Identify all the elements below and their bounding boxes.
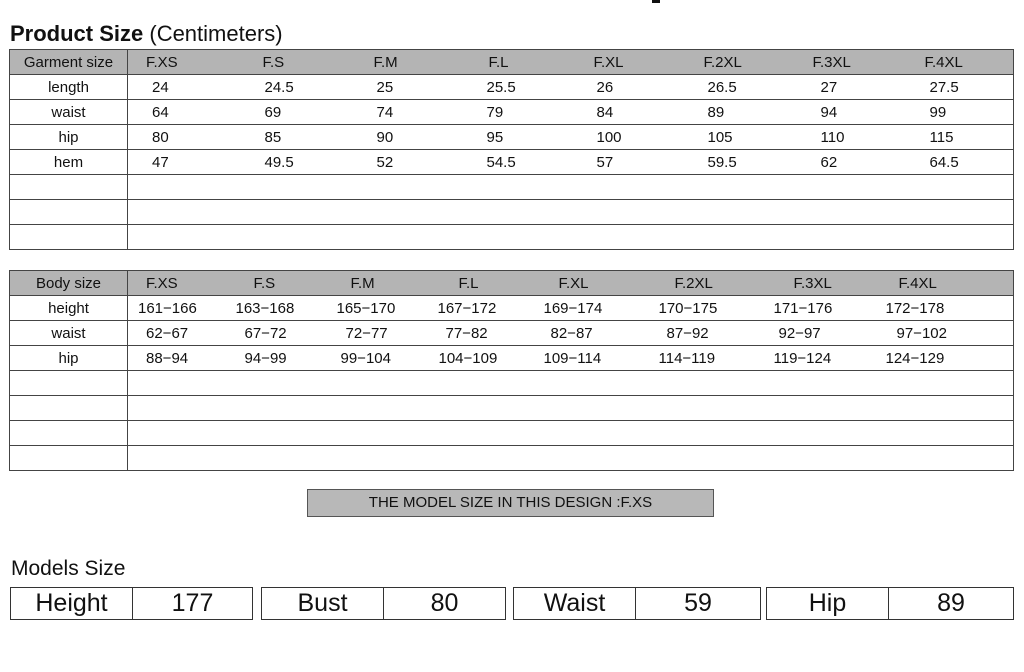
empty-cell <box>10 446 128 471</box>
table-cell: 82−87 <box>528 321 643 346</box>
garment-header-row <box>10 50 1014 75</box>
table-cell: 84 <box>560 100 672 125</box>
row-label: length <box>10 75 128 100</box>
table-cell: 172−178 <box>868 296 1014 321</box>
empty-cell <box>10 225 128 250</box>
empty-cell <box>128 421 1014 446</box>
table-cell: 67−72 <box>227 321 325 346</box>
table-cell: 54.5 <box>450 150 560 175</box>
table-cell: 94 <box>782 100 894 125</box>
table-cell: 170−175 <box>643 296 760 321</box>
table-cell: 74 <box>342 100 450 125</box>
empty-cell <box>10 421 128 446</box>
model-waist-box <box>513 587 761 620</box>
empty-cell <box>128 446 1014 471</box>
model-label: Bust <box>262 588 384 619</box>
table-cell: 88−94 <box>128 346 227 371</box>
table-cell: 87−92 <box>643 321 760 346</box>
table-cell: 64 <box>128 100 233 125</box>
table-cell: 52 <box>342 150 450 175</box>
table-cell: 59.5 <box>672 150 782 175</box>
row-label: waist <box>10 100 128 125</box>
size-header: F.XS <box>128 50 233 75</box>
table-row <box>10 150 1014 175</box>
empty-row <box>10 225 1014 250</box>
table-cell: 115 <box>894 125 1014 150</box>
table-row <box>10 346 1014 371</box>
size-header: F.M <box>342 50 450 75</box>
table-cell: 24 <box>128 75 233 100</box>
row-label: waist <box>10 321 128 346</box>
table-cell: 119−124 <box>760 346 868 371</box>
table-cell: 94−99 <box>227 346 325 371</box>
garment-size-table <box>9 49 1014 250</box>
model-label: Waist <box>514 588 636 619</box>
table-cell: 114−119 <box>643 346 760 371</box>
empty-row <box>10 421 1014 446</box>
model-value: 80 <box>430 589 459 617</box>
garment-size-label: Garment size <box>10 50 128 75</box>
table-cell: 99 <box>894 100 1014 125</box>
body-size-label: Body size <box>10 271 128 296</box>
table-cell: 110 <box>782 125 894 150</box>
size-header: F.S <box>227 271 325 296</box>
table-row <box>10 125 1014 150</box>
size-header: F.2XL <box>672 50 782 75</box>
table-cell: 25 <box>342 75 450 100</box>
table-cell: 57 <box>560 150 672 175</box>
empty-cell <box>128 371 1014 396</box>
row-label: height <box>10 296 128 321</box>
table-cell: 124−129 <box>868 346 1014 371</box>
model-value: 177 <box>171 589 214 617</box>
table-cell: 62−67 <box>128 321 227 346</box>
table-cell: 169−174 <box>528 296 643 321</box>
empty-cell <box>10 175 128 200</box>
table-cell: 27.5 <box>894 75 1014 100</box>
size-header: F.S <box>233 50 342 75</box>
row-label: hip <box>10 125 128 150</box>
table-cell: 69 <box>233 100 342 125</box>
empty-cell <box>128 225 1014 250</box>
table-cell: 163−168 <box>227 296 325 321</box>
size-header: F.2XL <box>643 271 760 296</box>
models-size-title: Models Size <box>11 557 126 580</box>
size-header: F.4XL <box>894 50 1014 75</box>
empty-cell <box>10 200 128 225</box>
empty-cell <box>128 175 1014 200</box>
table-cell: 25.5 <box>450 75 560 100</box>
table-cell: 62 <box>782 150 894 175</box>
table-cell: 104−109 <box>427 346 528 371</box>
table-cell: 47 <box>128 150 233 175</box>
empty-cell <box>128 200 1014 225</box>
body-size-table <box>9 270 1014 471</box>
table-cell: 85 <box>233 125 342 150</box>
size-header: F.4XL <box>868 271 1014 296</box>
table-cell: 171−176 <box>760 296 868 321</box>
empty-row <box>10 396 1014 421</box>
table-cell: 100 <box>560 125 672 150</box>
table-row <box>10 296 1014 321</box>
table-cell: 80 <box>128 125 233 150</box>
table-cell: 24.5 <box>233 75 342 100</box>
table-cell: 161−166 <box>128 296 227 321</box>
size-header: F.XL <box>528 271 643 296</box>
table-cell: 90 <box>342 125 450 150</box>
table-cell: 72−77 <box>325 321 427 346</box>
model-bust-box <box>261 587 506 620</box>
model-size-banner: THE MODEL SIZE IN THIS DESIGN :F.XS <box>307 489 714 517</box>
page-title <box>10 20 283 48</box>
table-cell: 89 <box>672 100 782 125</box>
empty-cell <box>10 396 128 421</box>
empty-cell <box>128 396 1014 421</box>
model-value: 59 <box>684 589 712 617</box>
size-header: F.L <box>427 271 528 296</box>
empty-row <box>10 446 1014 471</box>
table-cell: 26 <box>560 75 672 100</box>
size-header: F.3XL <box>782 50 894 75</box>
model-label: Height <box>11 588 133 619</box>
model-height-box <box>10 587 253 620</box>
empty-cell <box>10 371 128 396</box>
table-cell: 105 <box>672 125 782 150</box>
body-header-row <box>10 271 1014 296</box>
size-header: F.3XL <box>760 271 868 296</box>
model-label: Hip <box>767 588 889 619</box>
table-cell: 27 <box>782 75 894 100</box>
table-cell: 109−114 <box>528 346 643 371</box>
table-cell: 79 <box>450 100 560 125</box>
table-row <box>10 75 1014 100</box>
table-cell: 49.5 <box>233 150 342 175</box>
title-bold: Product Size <box>10 21 144 46</box>
table-cell: 64.5 <box>894 150 1014 175</box>
size-header: F.M <box>325 271 427 296</box>
table-cell: 92−97 <box>760 321 868 346</box>
model-value: 89 <box>937 589 965 617</box>
row-label: hem <box>10 150 128 175</box>
table-row <box>10 321 1014 346</box>
top-edge-mark <box>652 0 660 3</box>
empty-row <box>10 175 1014 200</box>
title-unit: (Centimeters) <box>143 21 283 46</box>
table-cell: 167−172 <box>427 296 528 321</box>
table-cell: 165−170 <box>325 296 427 321</box>
table-cell: 26.5 <box>672 75 782 100</box>
table-cell: 97−102 <box>868 321 1014 346</box>
table-row <box>10 100 1014 125</box>
size-header: F.XS <box>128 271 227 296</box>
model-hip-box <box>766 587 1014 620</box>
size-header: F.XL <box>560 50 672 75</box>
empty-row <box>10 371 1014 396</box>
table-cell: 99−104 <box>325 346 427 371</box>
table-cell: 95 <box>450 125 560 150</box>
table-cell: 77−82 <box>427 321 528 346</box>
size-header: F.L <box>450 50 560 75</box>
row-label: hip <box>10 346 128 371</box>
empty-row <box>10 200 1014 225</box>
